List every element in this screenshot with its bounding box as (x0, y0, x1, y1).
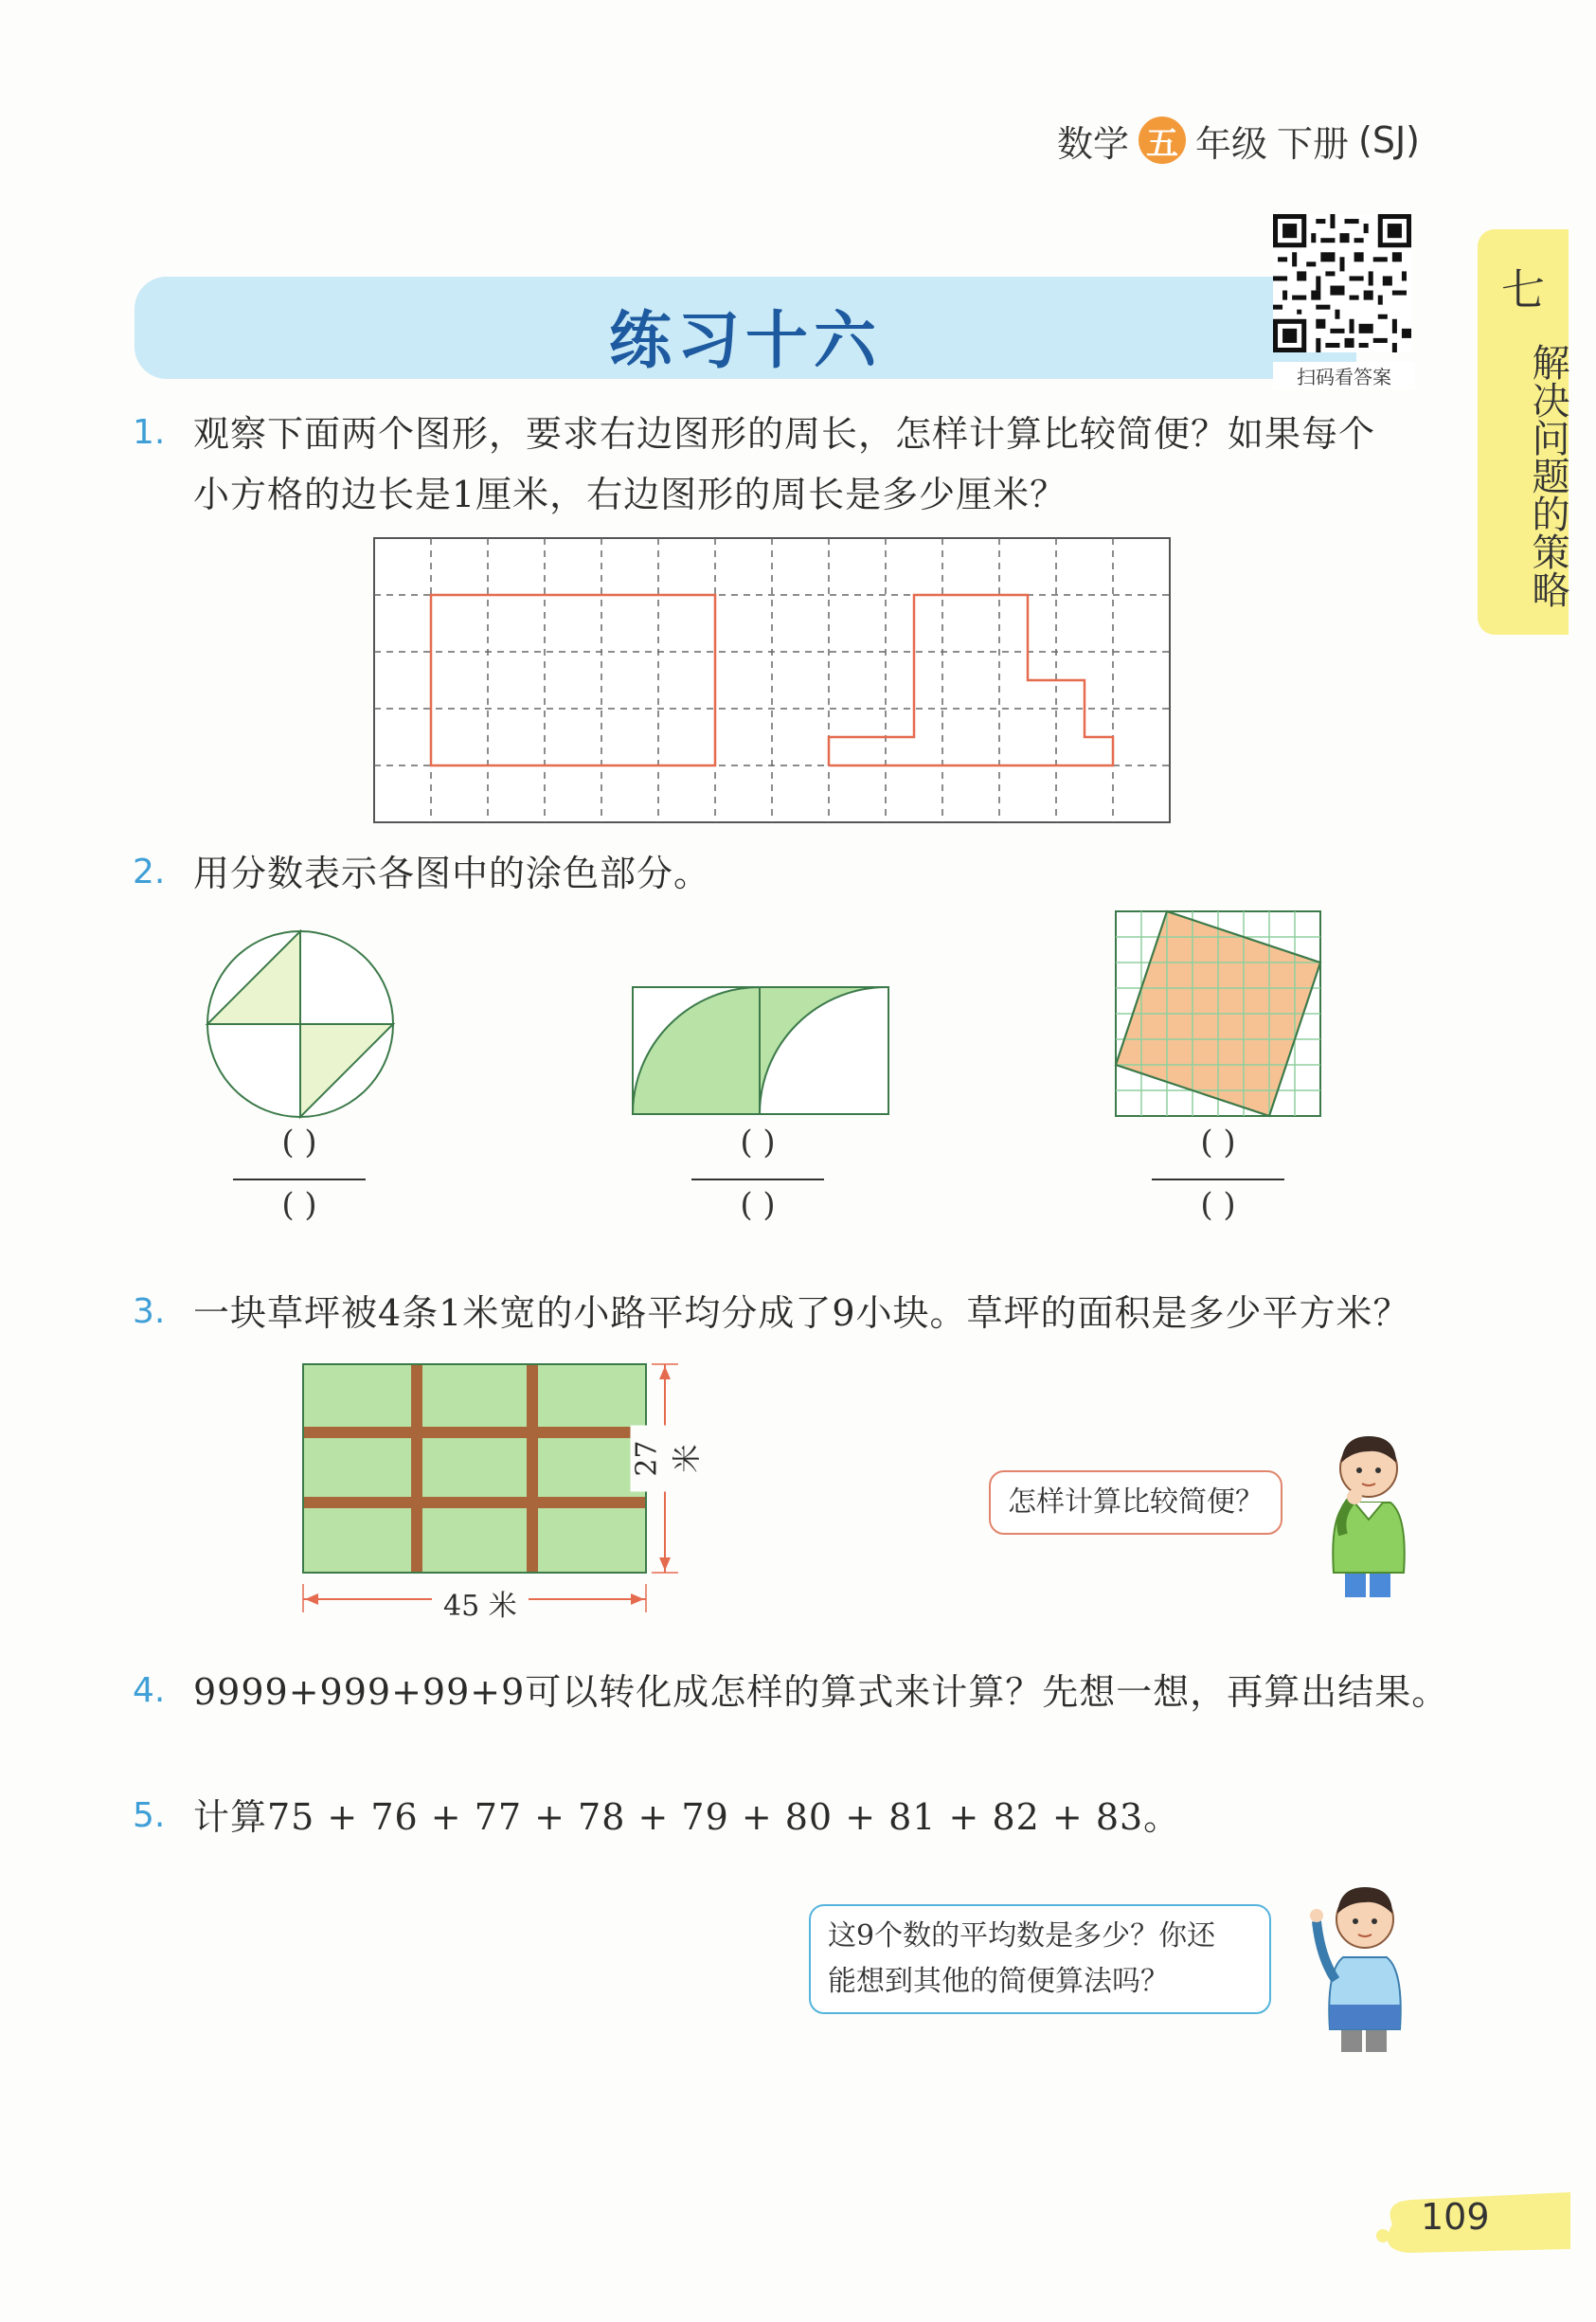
tilted-square-figure (1114, 909, 1324, 1120)
problem-1-number: 1. (133, 413, 166, 452)
problem-1-text (193, 404, 1444, 525)
chapter-number: 七 (1501, 264, 1545, 315)
pointing-boy-icon (1301, 1866, 1425, 2056)
problem-4-number: 4. (133, 1671, 166, 1710)
qr-code-block[interactable] (1273, 214, 1415, 389)
volume-label: 下册 (1277, 122, 1350, 165)
hint-bubble-2-line-2: 能想到其他的简便算法吗？ (828, 1965, 1169, 1998)
problem-5-number: 5. (133, 1796, 166, 1835)
qr-caption: 扫码看答案 (1273, 362, 1415, 389)
fraction-2-bar (691, 1179, 824, 1180)
fraction-3-numerator[interactable]: ( ) (1200, 1124, 1236, 1161)
thinking-boy-icon (1317, 1421, 1421, 1601)
arc-fraction-figure (631, 985, 892, 1122)
hint-bubble-2 (809, 1904, 1271, 2014)
problem-2-number: 2. (133, 853, 166, 891)
page-title: 练习十六 (609, 303, 882, 377)
chapter-side-tab (1478, 229, 1569, 635)
circle-fraction-figure (201, 925, 400, 1124)
qr-code-icon[interactable] (1273, 214, 1411, 352)
chapter-label: 解决问题的策略 (1526, 343, 1569, 608)
problem-4-text: 9999+999+99+9可以转化成怎样的算式来计算？先想一想，再算出结果。 (193, 1671, 1449, 1713)
problem-1-line-2: 小方格的边长是1厘米，右边图形的周长是多少厘米？ (193, 474, 1067, 515)
hint-bubble-2-line-1: 这9个数的平均数是多少？你还 (828, 1919, 1216, 1953)
problem-2-text: 用分数表示各图中的涂色部分。 (193, 853, 711, 894)
fraction-3-bar (1152, 1179, 1284, 1180)
edition-label: (SJ) (1358, 119, 1420, 161)
hint-bubble-1: 怎样计算比较简便？ (989, 1470, 1282, 1535)
page-number: 109 (1421, 2196, 1490, 2238)
grid-figure-problem-1 (372, 536, 1172, 824)
grade-word: 年级 (1194, 122, 1267, 165)
fraction-1-numerator[interactable]: ( ) (281, 1124, 317, 1161)
lawn-width-label: 45 米 (432, 1582, 529, 1624)
fraction-3-denominator[interactable]: ( ) (1200, 1186, 1236, 1224)
problem-3-text: 一块草坪被4条1米宽的小路平均分成了9小块。草坪的面积是多少平方米？ (193, 1292, 1410, 1334)
fraction-2-denominator[interactable]: ( ) (740, 1186, 776, 1224)
problem-1-line-1: 观察下面两个图形，要求右边图形的周长，怎样计算比较简便？如果每个 (193, 413, 1376, 455)
grade-badge: 五 (1139, 117, 1186, 164)
book-header (1057, 112, 1420, 169)
fraction-1-bar (233, 1179, 366, 1180)
page-number-block (1364, 2187, 1572, 2257)
problem-5-text: 计算75 + 76 + 77 + 78 + 79 + 80 + 81 + 82 + 83。 (193, 1796, 1181, 1838)
title-banner (134, 277, 1356, 379)
lawn-height-label: 27 米 (631, 1426, 706, 1492)
subject-label: 数学 (1056, 122, 1129, 165)
fraction-1-denominator[interactable]: ( ) (281, 1186, 317, 1224)
fraction-2-numerator[interactable]: ( ) (740, 1124, 776, 1161)
problem-3-number: 3. (133, 1292, 166, 1331)
